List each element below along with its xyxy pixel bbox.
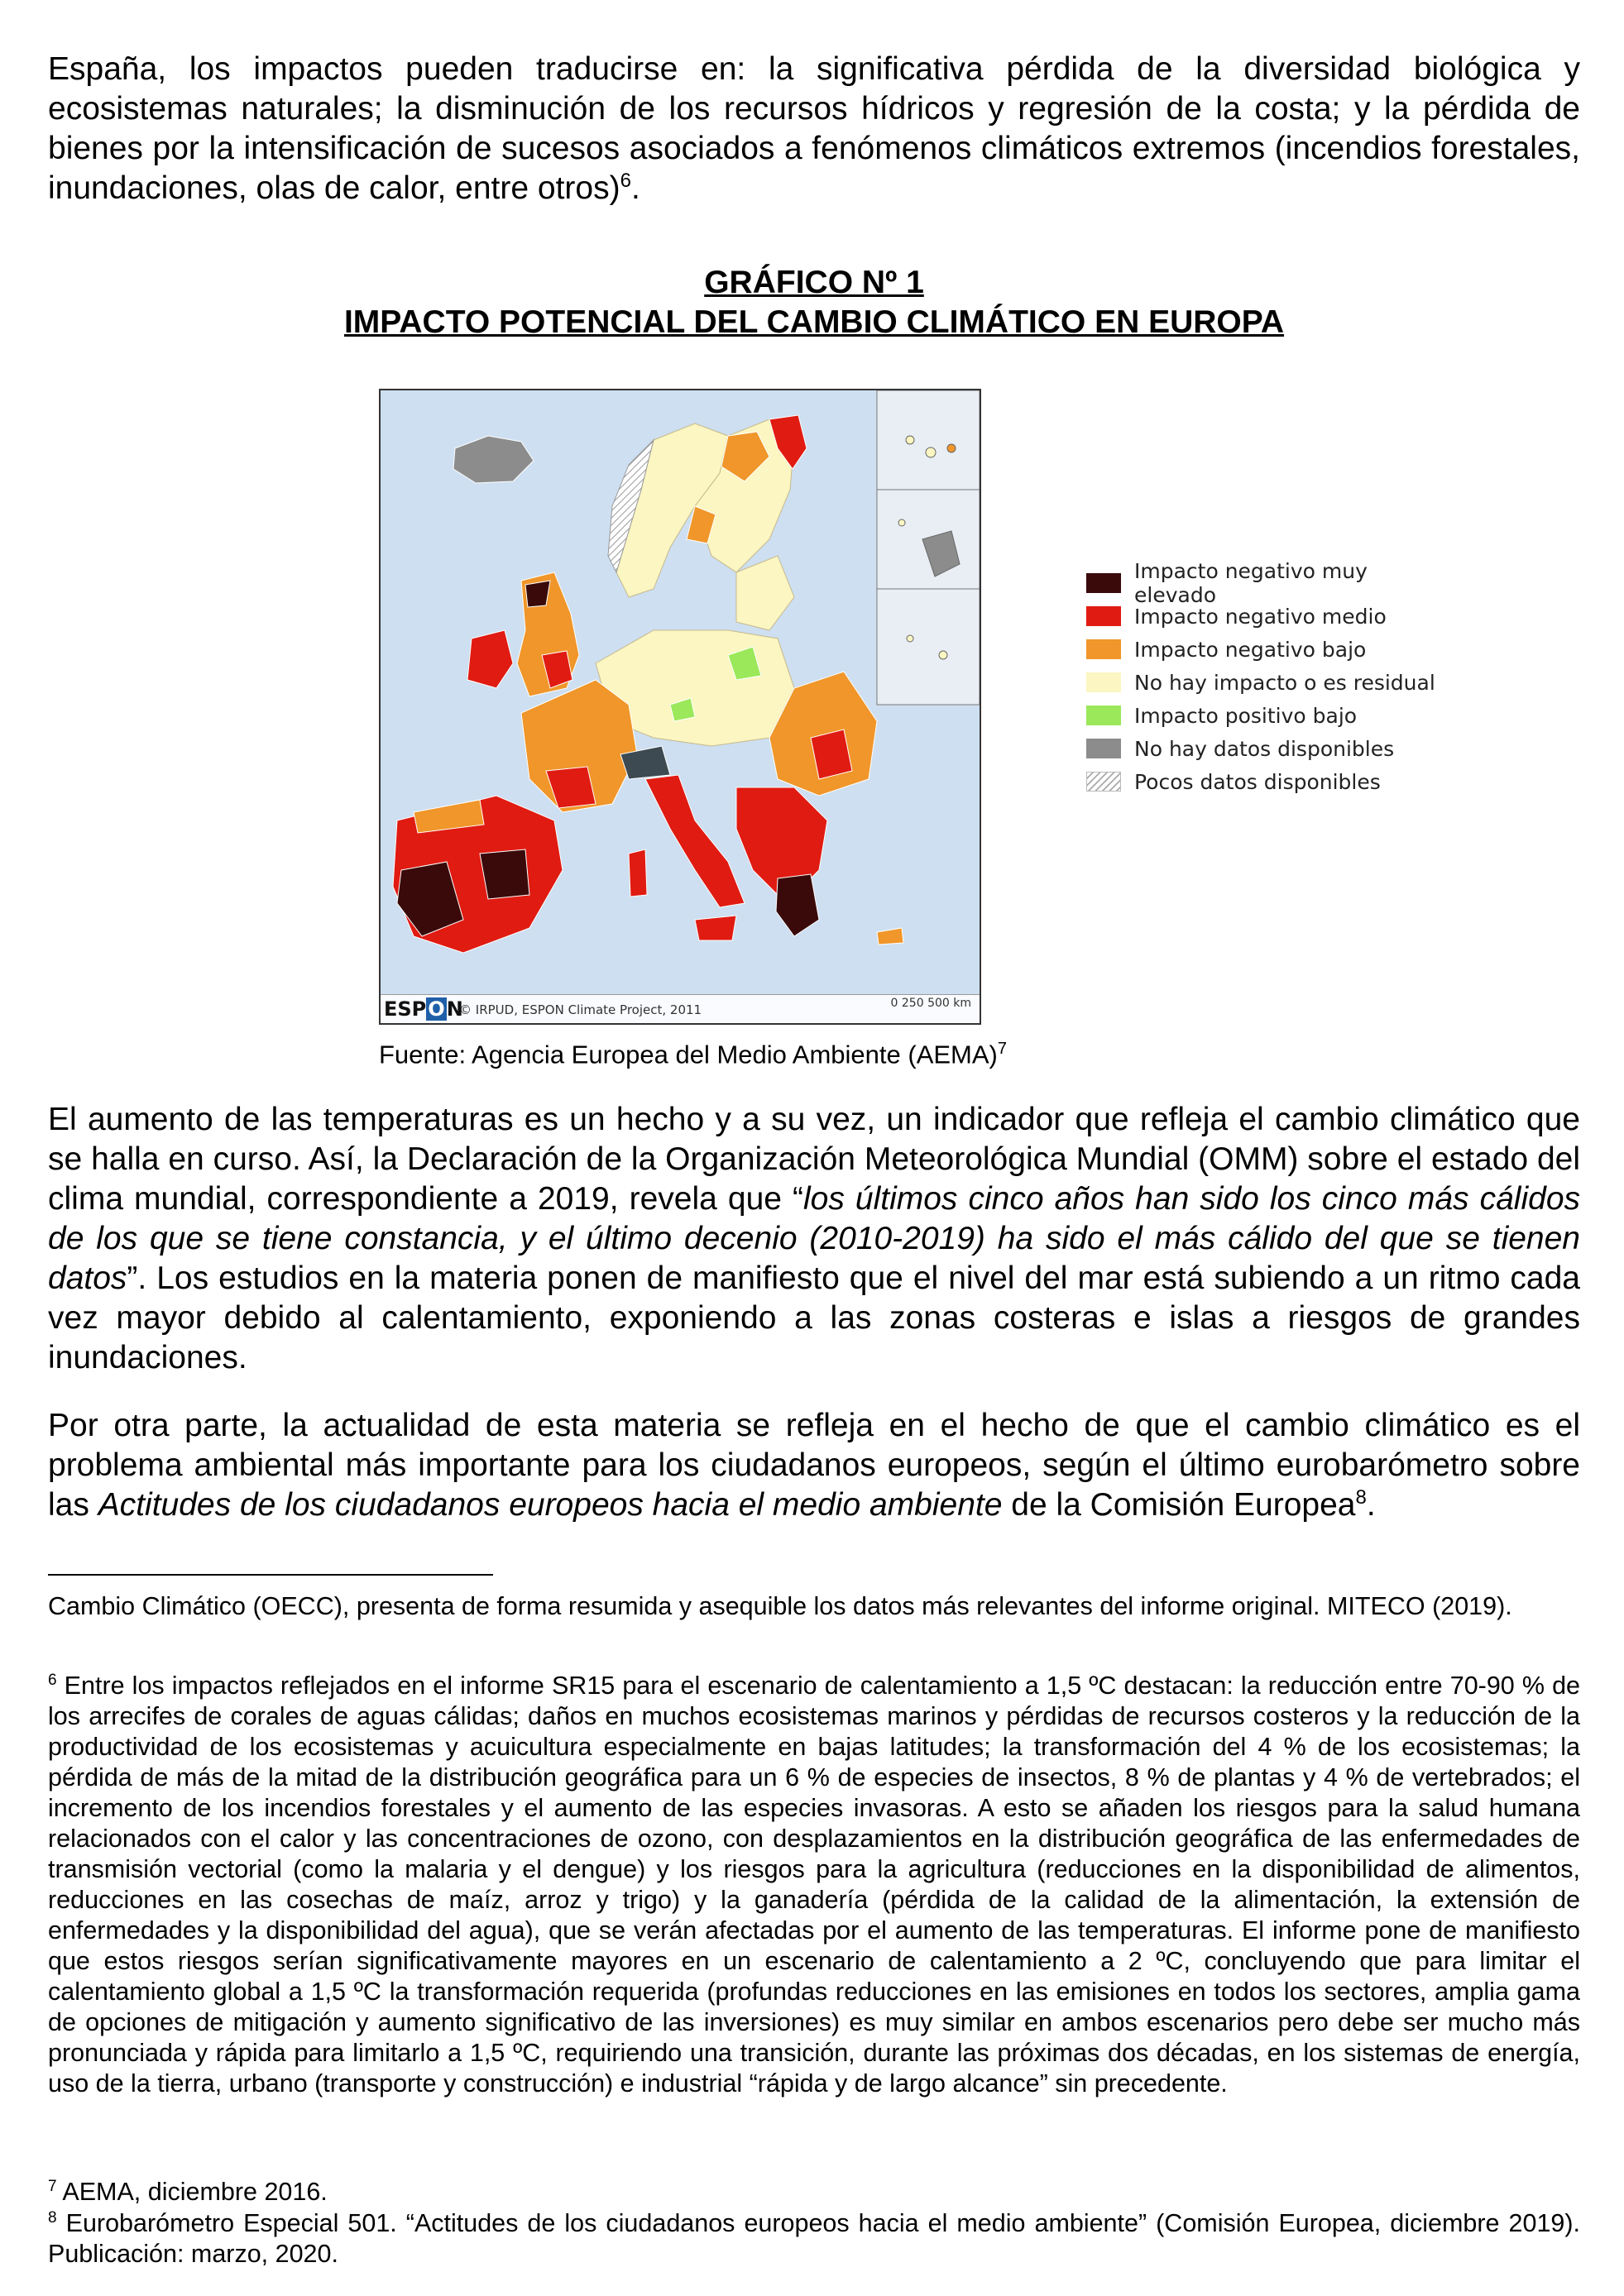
figure-title: IMPACTO POTENCIAL DEL CAMBIO CLIMÁTICO EN EUROPA [343, 304, 1285, 340]
figure-number: GRÁFICO Nº 1 [704, 265, 924, 300]
legend-swatch [1086, 739, 1121, 758]
region-uk-north [525, 581, 550, 607]
paragraph-intro [48, 50, 1580, 208]
quote-omm: los últimos cinco años han sido los cinco más cálidos de los que se tiene constancia, y el último decenio (2010-2019) ha sido el más cálido del que se tienen datos [48, 1181, 1581, 1296]
legend-label: Impacto negativo muy elevado [1134, 559, 1368, 607]
legend-swatch [1086, 672, 1121, 692]
figure-source: Fuente: Agencia Europea del Medio Ambiente (AEMA)$^7$ [379, 1040, 1007, 1069]
region-sardinia [629, 849, 647, 897]
region-sicily [695, 916, 736, 940]
map-scale: 0 250 500 km [890, 997, 971, 1010]
paragraph-intro-end: . [630, 170, 640, 206]
region-iberia-center [480, 849, 529, 899]
report-title: Actitudes de los ciudadanos europeos hacia el medio ambiente [98, 1487, 1003, 1523]
footnote-continuation: Cambio Climático (OECC), presenta de forma resumida y asequible los datos más relevantes del informe original. MITECO (2019). [48, 1592, 1512, 1620]
legend-label: No hay impacto o es residual [1134, 670, 1435, 695]
legend-label: Pocos datos disponibles [1134, 769, 1381, 794]
legend-label: Impacto negativo medio [1134, 604, 1387, 629]
footnote-ref-8[interactable]: 8 [1355, 1486, 1367, 1509]
footnote-separator [48, 1574, 493, 1576]
footnote-8: $^8$ Eurobarómetro Especial 501. “Actitudes de los ciudadanos europeos hacia el medio ambiente” (Comisión Europea, diciembre 2019). Publicación: marzo, 2020. [48, 2208, 1580, 2268]
espon-logo: ESPON [384, 997, 463, 1021]
legend-swatch [1086, 573, 1121, 593]
footnote-7: $^7$ AEMA, diciembre 2016. [48, 2177, 328, 2206]
paragraph-temperature: El aumento de las temperaturas es un hecho y a su vez, un indicador que refleja el cambio climático que se halla en curso. Así, la Declaración de la Organización Meteorológica Mundial (OMM) sobre el estado del clima mundial, correspondiente a 2019, revela que “los últimos cinco años han sido los cinco más cálidos de los que se tiene constancia, y el último decenio (2010-2019) ha sido el más cálido del que se tienen datos”. Los estudios en la materia ponen de manifiesto que el nivel del mar está subiendo a un ritmo cada vez mayor debido al calentamiento, exponiendo a las zonas costeras e islas a riesgos de grandes inundaciones. [48, 1102, 1581, 1375]
map-credits [381, 994, 980, 1024]
map-graphic [381, 390, 980, 1023]
legend-label: Impacto positivo bajo [1134, 703, 1358, 728]
legend-swatch [1086, 606, 1121, 626]
legend-item [1086, 699, 1450, 732]
legend-label: No hay datos disponibles [1134, 736, 1395, 761]
legend-label: Impacto negativo bajo [1134, 637, 1367, 662]
europe-impact-map [379, 389, 981, 1025]
footnote-6: $^6$ Entre los impactos reflejados en el informe SR15 para el escenario de calentamiento a 1,5 ºC destacan: la reducción entre 70-90 % de los arrecifes de corales de aguas cálidas; daños en muchos ecosistemas marinos y pérdidas de recursos costeros y la reducción de la productividad de los ecosistemas y acuicultura especialmente en bajas latitudes; la transformación del 4 % de los ecosistemas; la pérdida de más de la mitad de la distribución geográfica para un 6 % de especies de insectos, 8 % de plantas y 4 % de vertebrados; el incremento de los incendios forestales y el aumento de las especies invasoras. A esto se añaden los riesgos para la salud humana relacionados con el calor y las concentraciones de ozono, con desplazamientos en la distribución geográfica de las enfermedades de transmisión vectorial (como la malaria y el dengue) y los riesgos para la agricultura (reducciones en la disponibilidad de alimentos, reducciones en las cosechas de maíz, arroz y trigo) y la ganadería (pérdida de la calidad de la alimentación, la extensión de enfermedades y la disponibilidad del agua), que se verán afectadas por el aumento de las temperaturas. El informe pone de manifiesto que estos riesgos serían significativamente mayores en un escenario de calentamiento a 2 ºC, concluyendo que para limitar el calentamiento global a 1,5 ºC la transformación requerida (profundas reducciones en las emisiones en todos los sectores, amplia gama de opciones de mitigación y aumento significativo de las inversiones) es muy similar en ambos escenarios pero debe ser mucho más pronunciada y rápida para limitarlo a 1,5 ºC, requiriendo una transición, durante las próximas dos décadas, en los sistemas de energía, uso de la tierra, urbano (transporte y construcción) e industrial “rápida y de largo alcance” sin precedente. [48, 1671, 1580, 2097]
map-legend [1086, 559, 1450, 798]
figure-europe-map [379, 389, 1454, 1034]
legend-item [1086, 666, 1450, 699]
legend-item [1086, 732, 1450, 765]
paragraph-eurobarometer: Por otra parte, la actualidad de esta materia se refleja en el hecho de que el cambio climático es el problema ambiental más importante para los ciudadanos europeos, según el último eurobarómetro sobre las Actitudes de los ciudadanos europeos hacia el medio ambiente de la Comisión Europea$^8$. [48, 1408, 1580, 1523]
legend-swatch [1086, 772, 1121, 792]
legend-item [1086, 559, 1450, 607]
legend-swatch [1086, 706, 1121, 725]
paragraph-intro-text: España, los impactos pueden traducirse en: la significativa pérdida de la diversidad biológica y ecosistemas naturales; la disminución de los recursos hídricos y regresión de la costa; y la pérdida de bienes por la intensificación de sucesos asociados a fenómenos climáticos extremos (incendios forestales, inundaciones, olas de calor, entre otros) [48, 51, 1580, 206]
map-copyright: © IRPUD, ESPON Climate Project, 2011 [459, 1002, 702, 1017]
legend-swatch [1086, 639, 1121, 659]
legend-item [1086, 765, 1450, 798]
footnote-ref-7[interactable]: 7 [997, 1040, 1007, 1058]
footnote-ref-6[interactable]: 6 [620, 170, 631, 192]
legend-item [1086, 633, 1450, 666]
